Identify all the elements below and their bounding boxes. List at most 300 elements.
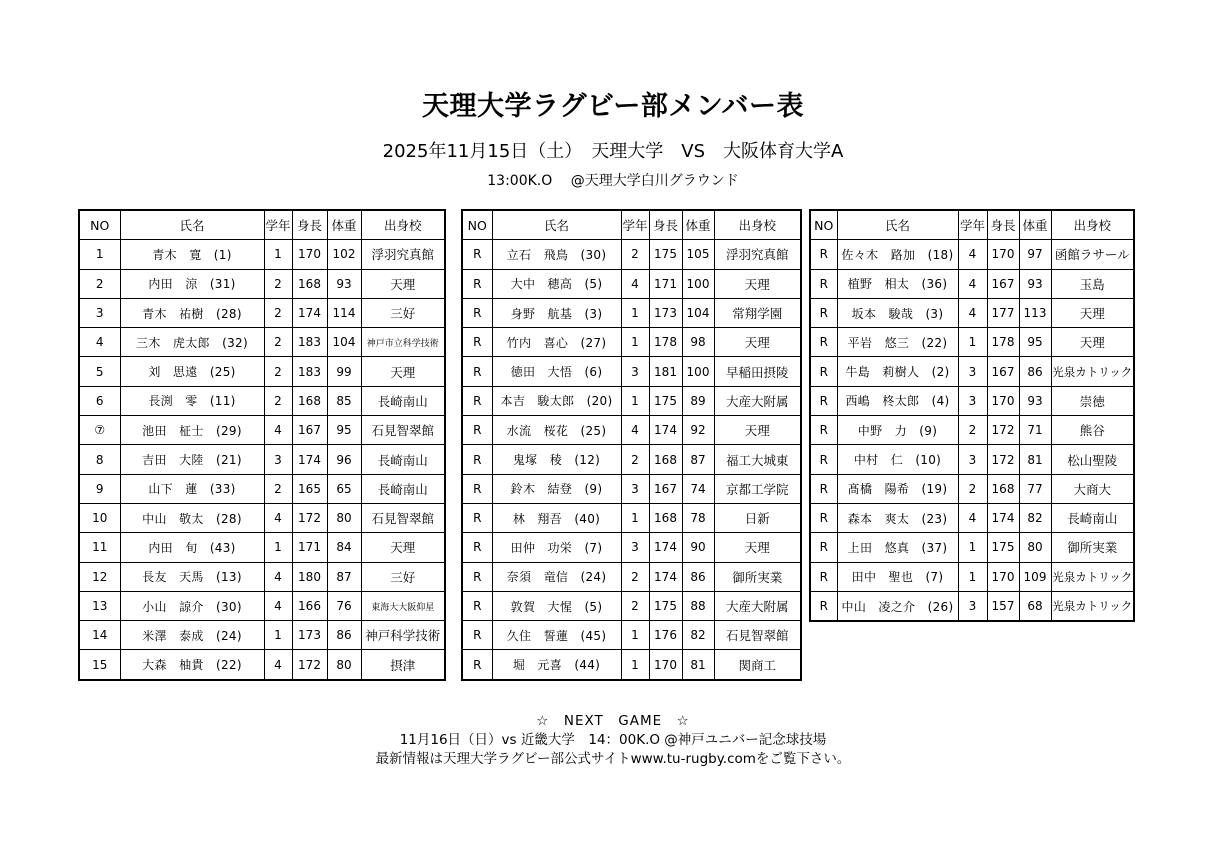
cell-grade: 1 — [264, 533, 292, 562]
reserves-b-body — [810, 240, 1134, 621]
cell-name: 小山 諒介 (30) — [120, 591, 264, 620]
table-row — [79, 533, 445, 562]
cell-height: 168 — [292, 386, 327, 415]
cell-height: 167 — [987, 269, 1019, 298]
cell-grade: 2 — [958, 474, 987, 503]
cell-name: 三木 虎太郎 (32) — [120, 328, 264, 357]
col-name: 氏名 — [837, 210, 958, 240]
cell-no: R — [462, 591, 492, 620]
cell-no: 2 — [79, 269, 120, 298]
cell-name: 水流 桜花 (25) — [492, 416, 621, 445]
cell-grade: 1 — [264, 240, 292, 269]
cell-no: 15 — [79, 650, 120, 680]
cell-name: 長渕 零 (11) — [120, 386, 264, 415]
table-row — [79, 298, 445, 327]
cell-weight: 105 — [682, 240, 714, 269]
cell-height: 172 — [292, 650, 327, 680]
cell-grade: 1 — [621, 650, 649, 680]
cell-weight: 89 — [682, 386, 714, 415]
cell-name: 山下 蓮 (33) — [120, 474, 264, 503]
col-grade: 学年 — [958, 210, 987, 240]
cell-no: R — [462, 621, 492, 650]
cell-school: 長崎南山 — [361, 386, 445, 415]
cell-grade: 3 — [621, 357, 649, 386]
cell-height: 168 — [649, 503, 682, 532]
cell-height: 173 — [649, 298, 682, 327]
cell-height: 170 — [292, 240, 327, 269]
cell-height: 170 — [987, 386, 1019, 415]
table-row — [810, 240, 1134, 269]
cell-name: 大森 柚貴 (22) — [120, 650, 264, 680]
col-school: 出身校 — [714, 210, 801, 240]
cell-school: 神戸科学技術 — [361, 621, 445, 650]
reserves-a-table — [461, 209, 802, 681]
cell-grade: 2 — [958, 416, 987, 445]
cell-name: 坂本 駿哉 (3) — [837, 298, 958, 327]
cell-name: 中山 凌之介 (26) — [837, 591, 958, 621]
cell-height: 181 — [649, 357, 682, 386]
page-title: 天理大学ラグビー部メンバー表 — [421, 91, 805, 122]
col-weight: 体重 — [327, 210, 361, 240]
cell-height: 183 — [292, 328, 327, 357]
cell-weight: 100 — [682, 269, 714, 298]
cell-school: 天理 — [361, 357, 445, 386]
cell-name: 林 翔吾 (40) — [492, 503, 621, 532]
cell-height: 174 — [292, 298, 327, 327]
cell-weight: 86 — [327, 621, 361, 650]
cell-school: 函館ラサール — [1051, 240, 1134, 269]
cell-no: R — [810, 591, 837, 621]
cell-name: 久住 誓蓮 (45) — [492, 621, 621, 650]
cell-school: 浮羽究真館 — [361, 240, 445, 269]
cell-name: 立石 飛鳥 (30) — [492, 240, 621, 269]
cell-school: 天理 — [714, 328, 801, 357]
cell-weight: 92 — [682, 416, 714, 445]
table-row — [810, 445, 1134, 474]
cell-height: 171 — [292, 533, 327, 562]
cell-no: 10 — [79, 503, 120, 532]
reserves-a-body — [462, 240, 801, 680]
cell-height: 157 — [987, 591, 1019, 621]
cell-no: R — [462, 416, 492, 445]
cell-name: 吉田 大陸 (21) — [120, 445, 264, 474]
table-row — [79, 474, 445, 503]
cell-grade: 2 — [621, 562, 649, 591]
cell-no: R — [810, 328, 837, 357]
cell-height: 173 — [292, 621, 327, 650]
cell-height: 167 — [649, 474, 682, 503]
cell-grade: 4 — [264, 562, 292, 591]
cell-no: 11 — [79, 533, 120, 562]
cell-grade: 1 — [621, 298, 649, 327]
cell-weight: 109 — [1019, 562, 1051, 591]
cell-weight: 65 — [327, 474, 361, 503]
table-row — [79, 650, 445, 680]
cell-weight: 77 — [1019, 474, 1051, 503]
cell-height: 172 — [292, 503, 327, 532]
cell-grade: 2 — [264, 328, 292, 357]
cell-height: 172 — [987, 445, 1019, 474]
cell-name: 平岩 悠三 (22) — [837, 328, 958, 357]
cell-grade: 1 — [621, 328, 649, 357]
table-row — [810, 474, 1134, 503]
cell-school: 天理 — [714, 533, 801, 562]
cell-name: 長友 天馬 (13) — [120, 562, 264, 591]
cell-weight: 85 — [327, 386, 361, 415]
cell-school: 熊谷 — [1051, 416, 1134, 445]
cell-height: 183 — [292, 357, 327, 386]
cell-grade: 1 — [958, 328, 987, 357]
table-row — [79, 416, 445, 445]
cell-weight: 80 — [1019, 533, 1051, 562]
col-weight: 体重 — [682, 210, 714, 240]
cell-no: R — [462, 533, 492, 562]
cell-weight: 97 — [1019, 240, 1051, 269]
table-row — [462, 298, 801, 327]
table-row — [79, 357, 445, 386]
cell-name: 堀 元喜 (44) — [492, 650, 621, 680]
kickoff-info: 13:00K.O @天理大学白川グラウンド — [487, 173, 739, 189]
col-name: 氏名 — [120, 210, 264, 240]
table-row — [79, 503, 445, 532]
cell-weight: 95 — [327, 416, 361, 445]
cell-weight: 87 — [327, 562, 361, 591]
cell-height: 168 — [987, 474, 1019, 503]
table-row — [462, 533, 801, 562]
cell-height: 166 — [292, 591, 327, 620]
cell-weight: 98 — [682, 328, 714, 357]
cell-name: 竹内 喜心 (27) — [492, 328, 621, 357]
cell-weight: 82 — [1019, 503, 1051, 532]
cell-height: 170 — [649, 650, 682, 680]
cell-grade: 4 — [264, 503, 292, 532]
table-header-row — [462, 210, 801, 240]
cell-school: 神戸市立科学技術 — [361, 328, 445, 357]
starters-table — [78, 209, 446, 681]
cell-weight: 104 — [327, 328, 361, 357]
cell-grade: 3 — [958, 386, 987, 415]
cell-height: 177 — [987, 298, 1019, 327]
cell-name: 鈴木 結登 (9) — [492, 474, 621, 503]
cell-name: 内田 旬 (43) — [120, 533, 264, 562]
table-row — [810, 298, 1134, 327]
cell-no: R — [462, 445, 492, 474]
table-row — [79, 562, 445, 591]
cell-no: R — [462, 269, 492, 298]
cell-school: 関商工 — [714, 650, 801, 680]
cell-school: 松山聖陵 — [1051, 445, 1134, 474]
cell-no: 9 — [79, 474, 120, 503]
cell-school: 石見智翠館 — [361, 416, 445, 445]
table-row — [810, 269, 1134, 298]
col-school: 出身校 — [1051, 210, 1134, 240]
cell-no: R — [810, 386, 837, 415]
cell-weight: 95 — [1019, 328, 1051, 357]
cell-grade: 4 — [264, 650, 292, 680]
table-header-row — [810, 210, 1134, 240]
cell-weight: 100 — [682, 357, 714, 386]
cell-weight: 87 — [682, 445, 714, 474]
cell-no: R — [810, 562, 837, 591]
cell-name: 中村 仁 (10) — [837, 445, 958, 474]
cell-school: 日新 — [714, 503, 801, 532]
starters-body — [79, 240, 445, 680]
table-row — [810, 533, 1134, 562]
cell-name: 西嶋 柊太郎 (4) — [837, 386, 958, 415]
cell-school: 光泉カトリック — [1051, 357, 1134, 386]
cell-weight: 90 — [682, 533, 714, 562]
cell-grade: 1 — [958, 562, 987, 591]
cell-weight: 104 — [682, 298, 714, 327]
cell-no: R — [810, 269, 837, 298]
cell-height: 174 — [649, 533, 682, 562]
cell-no: R — [462, 386, 492, 415]
cell-no: R — [462, 503, 492, 532]
cell-height: 178 — [649, 328, 682, 357]
table-row — [79, 240, 445, 269]
cell-no: R — [810, 240, 837, 269]
cell-grade: 2 — [264, 386, 292, 415]
col-grade: 学年 — [621, 210, 649, 240]
table-header-row — [79, 210, 445, 240]
cell-grade: 4 — [958, 240, 987, 269]
col-height: 身長 — [649, 210, 682, 240]
cell-no: R — [810, 298, 837, 327]
cell-school: 長崎南山 — [1051, 503, 1134, 532]
cell-height: 167 — [987, 357, 1019, 386]
cell-school: 天理 — [714, 416, 801, 445]
cell-school: 御所実業 — [714, 562, 801, 591]
cell-height: 171 — [649, 269, 682, 298]
table-row — [79, 445, 445, 474]
cell-no: R — [462, 298, 492, 327]
cell-school: 石見智翠館 — [714, 621, 801, 650]
cell-school: 東海大大阪仰星 — [361, 591, 445, 620]
table-row — [462, 269, 801, 298]
cell-school: 天理 — [1051, 328, 1134, 357]
cell-grade: 4 — [264, 416, 292, 445]
cell-no: R — [810, 533, 837, 562]
cell-no: R — [810, 474, 837, 503]
cell-grade: 3 — [621, 474, 649, 503]
cell-grade: 2 — [264, 269, 292, 298]
table-row — [79, 621, 445, 650]
cell-grade: 2 — [264, 474, 292, 503]
cell-grade: 2 — [621, 240, 649, 269]
cell-name: 刘 思遠 (25) — [120, 357, 264, 386]
cell-height: 175 — [987, 533, 1019, 562]
table-row — [462, 416, 801, 445]
cell-height: 168 — [292, 269, 327, 298]
cell-name: 青木 寛 (1) — [120, 240, 264, 269]
cell-school: 三好 — [361, 562, 445, 591]
cell-height: 180 — [292, 562, 327, 591]
cell-weight: 96 — [327, 445, 361, 474]
cell-grade: 2 — [621, 445, 649, 474]
table-row — [79, 591, 445, 620]
cell-grade: 3 — [264, 445, 292, 474]
table-row — [79, 269, 445, 298]
cell-school: 天理 — [714, 269, 801, 298]
cell-name: 中山 敬太 (28) — [120, 503, 264, 532]
website-info: 最新情報は天理大学ラグビー部公式サイトwww.tu-rugby.comをご覧下さい。 — [375, 751, 851, 767]
cell-school: 京都工学院 — [714, 474, 801, 503]
table-row — [462, 503, 801, 532]
cell-name: 中野 力 (9) — [837, 416, 958, 445]
cell-height: 174 — [987, 503, 1019, 532]
cell-weight: 76 — [327, 591, 361, 620]
cell-no: R — [462, 562, 492, 591]
table-row — [462, 240, 801, 269]
cell-grade: 3 — [621, 533, 649, 562]
cell-school: 石見智翠館 — [361, 503, 445, 532]
cell-name: 牛島 莉樹人 (2) — [837, 357, 958, 386]
cell-name: 身野 航基 (3) — [492, 298, 621, 327]
cell-weight: 74 — [682, 474, 714, 503]
cell-no: 5 — [79, 357, 120, 386]
table-row — [462, 328, 801, 357]
cell-school: 御所実業 — [1051, 533, 1134, 562]
cell-school: 常翔学園 — [714, 298, 801, 327]
reserves-b-table — [809, 209, 1135, 622]
cell-weight: 80 — [327, 503, 361, 532]
cell-school: 光泉カトリック — [1051, 591, 1134, 621]
cell-name: 徳田 大悟 (6) — [492, 357, 621, 386]
cell-weight: 81 — [682, 650, 714, 680]
table-row — [810, 386, 1134, 415]
col-name: 氏名 — [492, 210, 621, 240]
col-weight: 体重 — [1019, 210, 1051, 240]
cell-grade: 2 — [621, 591, 649, 620]
cell-name: 本吉 駿太郎 (20) — [492, 386, 621, 415]
cell-weight: 71 — [1019, 416, 1051, 445]
cell-name: 青木 祐樹 (28) — [120, 298, 264, 327]
next-match-info: 11月16日（日）vs 近畿大学 14：00K.O @神戸ユニバー記念球技場 — [399, 732, 827, 748]
cell-grade: 4 — [958, 269, 987, 298]
cell-no: ⑦ — [79, 416, 120, 445]
cell-weight: 93 — [1019, 386, 1051, 415]
col-height: 身長 — [987, 210, 1019, 240]
cell-height: 165 — [292, 474, 327, 503]
col-no: NO — [462, 210, 492, 240]
cell-grade: 3 — [958, 591, 987, 621]
col-no: NO — [79, 210, 120, 240]
cell-grade: 2 — [264, 357, 292, 386]
cell-height: 170 — [987, 240, 1019, 269]
cell-grade: 1 — [621, 503, 649, 532]
cell-name: 佐々木 路加 (18) — [837, 240, 958, 269]
table-row — [462, 650, 801, 680]
cell-no: 6 — [79, 386, 120, 415]
cell-grade: 4 — [958, 503, 987, 532]
cell-school: 福工大城東 — [714, 445, 801, 474]
cell-no: 13 — [79, 591, 120, 620]
cell-weight: 81 — [1019, 445, 1051, 474]
cell-no: 4 — [79, 328, 120, 357]
cell-height: 175 — [649, 240, 682, 269]
table-row — [810, 357, 1134, 386]
cell-school: 三好 — [361, 298, 445, 327]
cell-weight: 86 — [1019, 357, 1051, 386]
cell-weight: 93 — [1019, 269, 1051, 298]
cell-no: 12 — [79, 562, 120, 591]
cell-school: 天理 — [361, 269, 445, 298]
col-height: 身長 — [292, 210, 327, 240]
cell-height: 172 — [987, 416, 1019, 445]
cell-no: R — [462, 240, 492, 269]
cell-name: 髙橋 陽希 (19) — [837, 474, 958, 503]
table-row — [462, 621, 801, 650]
cell-grade: 3 — [958, 445, 987, 474]
cell-no: 8 — [79, 445, 120, 474]
cell-name: 鬼塚 稜 (12) — [492, 445, 621, 474]
cell-no: 1 — [79, 240, 120, 269]
cell-grade: 1 — [264, 621, 292, 650]
cell-grade: 4 — [621, 269, 649, 298]
cell-name: 森本 爽太 (23) — [837, 503, 958, 532]
cell-school: 天理 — [361, 533, 445, 562]
cell-height: 175 — [649, 591, 682, 620]
cell-grade: 4 — [958, 298, 987, 327]
cell-grade: 1 — [621, 621, 649, 650]
cell-weight: 82 — [682, 621, 714, 650]
cell-name: 敦賀 大惺 (5) — [492, 591, 621, 620]
cell-no: R — [810, 357, 837, 386]
cell-school: 摂津 — [361, 650, 445, 680]
cell-grade: 1 — [621, 386, 649, 415]
cell-weight: 99 — [327, 357, 361, 386]
cell-school: 大産大附属 — [714, 386, 801, 415]
table-row — [810, 328, 1134, 357]
table-row — [79, 328, 445, 357]
cell-weight: 113 — [1019, 298, 1051, 327]
cell-no: R — [810, 445, 837, 474]
cell-school: 長崎南山 — [361, 445, 445, 474]
table-row — [810, 503, 1134, 532]
table-row — [462, 386, 801, 415]
cell-name: 田仲 功栄 (7) — [492, 533, 621, 562]
cell-grade: 2 — [264, 298, 292, 327]
cell-height: 175 — [649, 386, 682, 415]
cell-school: 浮羽究真館 — [714, 240, 801, 269]
cell-weight: 114 — [327, 298, 361, 327]
cell-school: 早稲田摂陵 — [714, 357, 801, 386]
table-row — [810, 591, 1134, 621]
cell-weight: 102 — [327, 240, 361, 269]
cell-school: 長崎南山 — [361, 474, 445, 503]
cell-weight: 93 — [327, 269, 361, 298]
table-row — [79, 386, 445, 415]
cell-height: 174 — [292, 445, 327, 474]
cell-grade: 3 — [958, 357, 987, 386]
cell-height: 176 — [649, 621, 682, 650]
match-info: 2025年11月15日（土） 天理大学 VS 大阪体育大学A — [382, 141, 844, 162]
table-row — [462, 357, 801, 386]
cell-no: 14 — [79, 621, 120, 650]
cell-school: 崇徳 — [1051, 386, 1134, 415]
table-row — [810, 562, 1134, 591]
cell-name: 田中 聖也 (7) — [837, 562, 958, 591]
col-grade: 学年 — [264, 210, 292, 240]
cell-weight: 80 — [327, 650, 361, 680]
cell-name: 池田 柾士 (29) — [120, 416, 264, 445]
cell-height: 174 — [649, 416, 682, 445]
cell-name: 大中 穂高 (5) — [492, 269, 621, 298]
col-school: 出身校 — [361, 210, 445, 240]
cell-no: R — [462, 357, 492, 386]
cell-height: 174 — [649, 562, 682, 591]
cell-name: 植野 相太 (36) — [837, 269, 958, 298]
